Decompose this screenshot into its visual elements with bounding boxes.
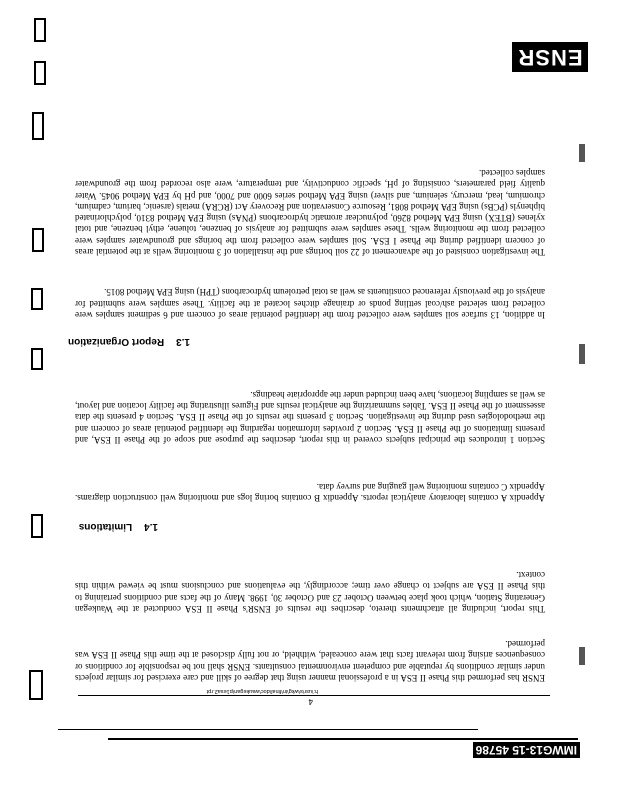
body-paragraph: Section 1 introduces the principal subjects covered in this report, describes the purpose and scope of the Phase II ESA, and presents limitations of the Phase II ESA. Section 2 provides information regarding the identified potential areas of concern and the methodologies used during the investigation. Section 3 presents the results of the Phase II ESA. Section 4 presents the data assessment of the Phase II ESA. Tables summarizing the analytical results and Figures illustrating the facility location and layout, as well as sampling locations, have been included under the appropriate headings. [75, 389, 545, 445]
body-paragraph: In addition, 13 surface soil samples were collected from the identified potential areas of concern and 6 sediment samples were collected from selected ash/coal settling ponds or drainage ditches located at the facility. These samples were submitted for analysis of the previously referenced constituents as well as total petroleum hydrocarbons (TPH) using EPA Method 8015. [75, 287, 545, 320]
scan-mark [579, 344, 585, 364]
body-paragraph: The investigation consisted of the advancement of 22 soil borings and the installation of 3 monitoring wells at the potential areas of concern identified during the Phase I ESA. Soil samples were collected from the borings and groundwater samples were collected from the monitoring wells. These samples were submitted for analysis of benzene, toluene, ethyl benzene, and total xylenes (BTEX) using EPA Method 8260, polynuclear aromatic hydrocarbons (PNAs) using EPA Method 8310, polychlorinated biphenyls (PCBs) using EPA Method 8081, Resource Conservation and Recovery Act (RCRA) metals (arsenic, barium, cadmium, chromium, lead, mercury, selenium, and silver) using EPA Method series 6000 and 7000, and pH by EPA Method 9045. Water quality field parameters, consisting of pH, specific conductivity, and temperature, were also recorded from the groundwater samples collected. [75, 167, 545, 257]
binder-hole-mark [32, 112, 44, 140]
section-number: 1.3 [176, 336, 190, 347]
binder-hole-mark [31, 514, 43, 538]
section-title: Report Organization [67, 336, 165, 347]
scan-mark [579, 647, 585, 665]
binder-hole-mark [34, 61, 46, 85]
binder-hole-mark [31, 288, 43, 310]
section-heading-report-organization [68, 336, 190, 347]
file-path: h:\usr\s\wkg\in\final\doc\waukegan\p1esa2.rpt [206, 688, 318, 694]
binder-hole-mark [32, 228, 44, 252]
binder-hole-mark [29, 670, 43, 700]
header-rule [108, 738, 578, 740]
page-number: 4 [308, 697, 313, 706]
section-title: Limitations [78, 521, 133, 532]
header-rule-2 [58, 729, 478, 730]
body-paragraph: ENSR has performed this Phase II ESA in a professional manner using that degree of skill and care exercised for similar projects under similar conditions by reputable and competent environmental consultants. ENSR shall not be responsible for conditions or consequences arising from relevant facts that were concealed, withheld, or not fully disclosed at the time this Phase II ESA was performed. [75, 639, 545, 683]
binder-hole-mark [34, 18, 46, 42]
scan-mark [579, 144, 585, 162]
section-heading-limitations [79, 521, 158, 532]
ensr-logo: ENSR [512, 42, 588, 72]
footer-rule [78, 695, 550, 696]
binder-hole-mark [31, 348, 43, 370]
body-paragraph: Appendix A contains laboratory analytical reports. Appendix B contains boring logs and monitoring well construction diagrams. Appendix C contains monitoring well gauging and survey data. [75, 481, 545, 503]
body-paragraph: This report, including all attachments thereto, describes the results of ENSR's Phase II ESA conducted at the Waukegan Generating Station, which took place between October 23 and October 30, 1998. Many of the facts and conditions pertaining to this Phase II ESA are subject to change over time; accordingly, the evaluations and conclusions must be viewed within this context. [75, 570, 545, 614]
document-id: IMWG13-15 45786 [473, 742, 580, 758]
section-number: 1.4 [144, 521, 158, 532]
